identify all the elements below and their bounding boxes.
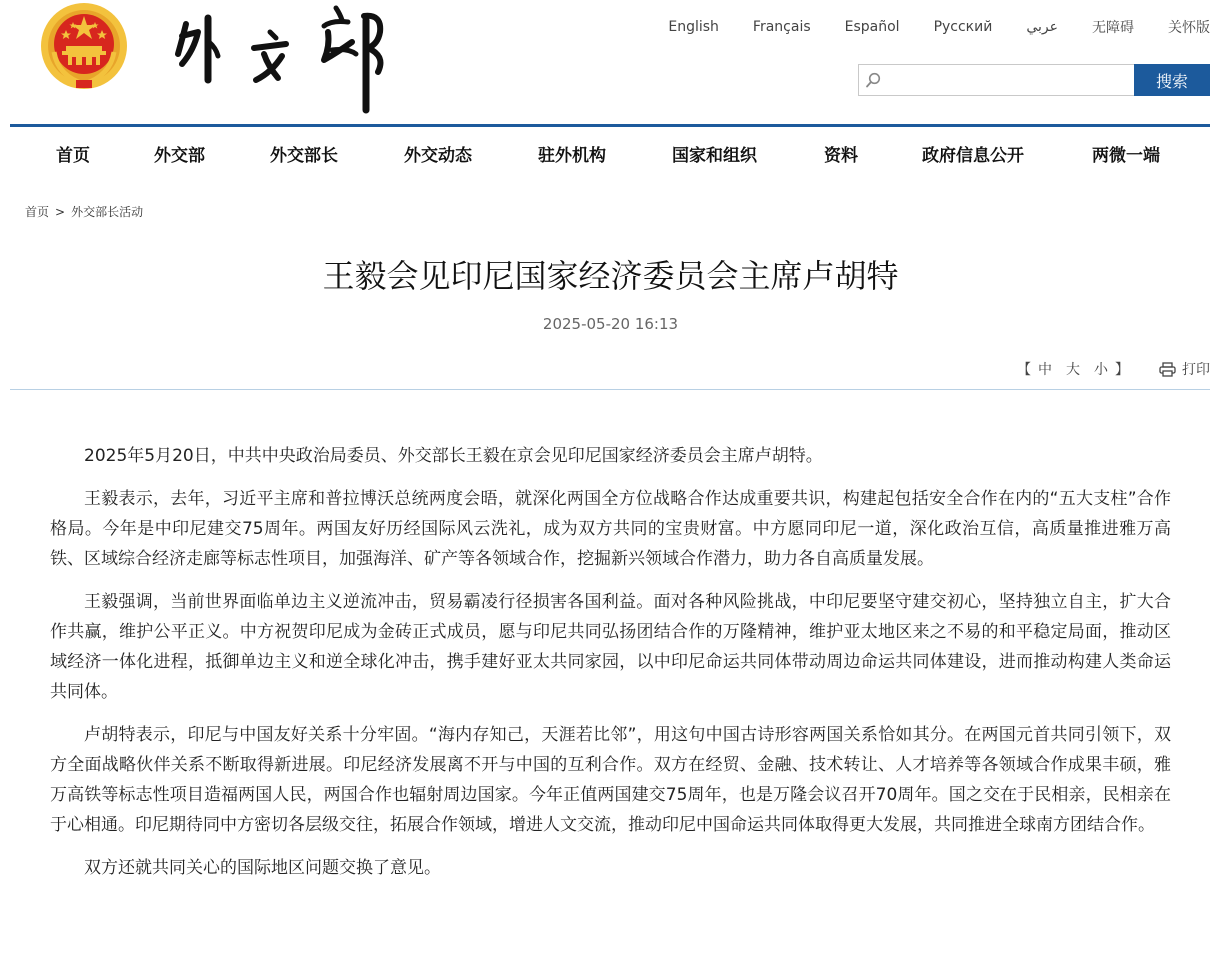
nav-item-social-media[interactable]: 两微一端	[1092, 146, 1160, 166]
article-head-divider	[10, 389, 1210, 390]
lang-link-arabic[interactable]: عربي	[1026, 19, 1058, 35]
search-input[interactable]	[885, 65, 1131, 95]
article-title: 王毅会见印尼国家经济委员会主席卢胡特	[322, 257, 899, 295]
nav-item-government-info[interactable]: 政府信息公开	[922, 146, 1024, 166]
national-emblem-logo	[40, 2, 128, 90]
care-mode-link[interactable]: 关怀版	[1168, 20, 1210, 36]
font-size-bracket-open: 【	[1017, 362, 1031, 378]
article-paragraph: 2025年5月20日，中共中央政治局委员、外交部长王毅在京会见印尼国家经济委员会主席卢胡特。	[84, 446, 823, 466]
article-paragraph: 卢胡特表示，印尼与中国友好关系十分牢固。“海内存知己，天涯若比邻”，用这句中国古诗形容两国关系恰如其分。在两国元首共同引领下，双方全面战略伙伴关系不断取得新进展。印尼经济发展离不开与中国的互利合作。双方在经贸、金融、技术转让、人才培养等各领域合作成果丰硕，雅万高铁等标志性项目造福两国人民，两国合作也辐射周边国家。今年正值两国建交75周年，也是万隆会议召开70周年。国之交在于民相亲，民相亲在于心相通。印尼期待同中方密切各层级交往，拓展合作领域，增进人文交流，推动印尼中国命运共同体取得更大发展，共同推进全球南方团结合作。	[50, 725, 1171, 835]
search-button[interactable]: 搜索	[1134, 64, 1210, 96]
article-body	[50, 441, 1171, 896]
font-size-small-button[interactable]: 小	[1094, 362, 1108, 378]
search-box	[858, 64, 1134, 96]
breadcrumb-separator: >	[55, 205, 66, 219]
article-date: 2025-05-20 16:13	[542, 315, 679, 333]
nav-item-missions-abroad[interactable]: 驻外机构	[538, 146, 606, 166]
print-label: 打印	[1182, 362, 1210, 378]
lang-link-russian[interactable]: Русский	[933, 19, 993, 35]
nav-item-minister[interactable]: 外交部长	[270, 146, 338, 166]
print-button[interactable]	[1159, 359, 1210, 379]
nav-item-countries-organizations[interactable]: 国家和组织	[672, 146, 757, 166]
search-icon	[865, 72, 881, 88]
nav-item-resources[interactable]: 资料	[824, 146, 858, 166]
breadcrumb-home-link[interactable]: 首页	[25, 205, 50, 219]
ministry-calligraphy-logo	[172, 2, 398, 114]
lang-link-spanish[interactable]: Español	[844, 19, 900, 35]
accessibility-link[interactable]: 无障碍	[1092, 20, 1134, 36]
breadcrumb	[25, 203, 143, 220]
article-tools	[1017, 359, 1210, 379]
language-bar	[668, 17, 1210, 37]
font-size-bracket-close: 】	[1115, 362, 1129, 378]
breadcrumb-current-link[interactable]: 外交部长活动	[71, 205, 144, 219]
font-size-medium-button[interactable]: 中	[1038, 362, 1052, 378]
article-paragraph: 王毅强调，当前世界面临单边主义逆流冲击，贸易霸凌行径损害各国利益。面对各种风险挑战，中印尼要坚守建交初心，坚持独立自主，扩大合作共赢，维护公平正义。中方祝贺印尼成为金砖正式成员，愿与印尼共同弘扬团结合作的万隆精神，维护亚太地区来之不易的和平稳定局面，推动区域经济一体化进程，抵御单边主义和逆全球化冲击，携手建好亚太共同家园，以中印尼命运共同体带动周边命运共同体建设，进而推动构建人类命运共同体。	[50, 592, 1171, 702]
main-nav	[0, 127, 1221, 179]
printer-icon	[1159, 362, 1176, 377]
font-size-large-button[interactable]: 大	[1066, 362, 1080, 378]
lang-link-french[interactable]: Français	[752, 19, 811, 35]
article-paragraph: 王毅表示，去年，习近平主席和普拉博沃总统两度会晤，就深化两国全方位战略合作达成重要共识，构建起包括安全合作在内的“五大支柱”合作格局。今年是中印尼建交75周年。两国友好历经国际风云洗礼，成为双方共同的宝贵财富。中方愿同印尼一道，深化政治互信，高质量推进雅万高铁、区域综合经济走廊等标志性项目，加强海洋、矿产等各领域合作，挖掘新兴领域合作潜力，助力各自高质量发展。	[50, 489, 1171, 569]
nav-item-diplomatic-news[interactable]: 外交动态	[404, 146, 472, 166]
lang-link-english[interactable]: English	[668, 19, 719, 35]
nav-item-ministry[interactable]: 外交部	[154, 146, 205, 166]
search-bar	[858, 64, 1210, 96]
nav-item-home[interactable]: 首页	[56, 146, 90, 166]
article-paragraph: 双方还就共同关心的国际地区问题交换了意见。	[84, 858, 441, 878]
